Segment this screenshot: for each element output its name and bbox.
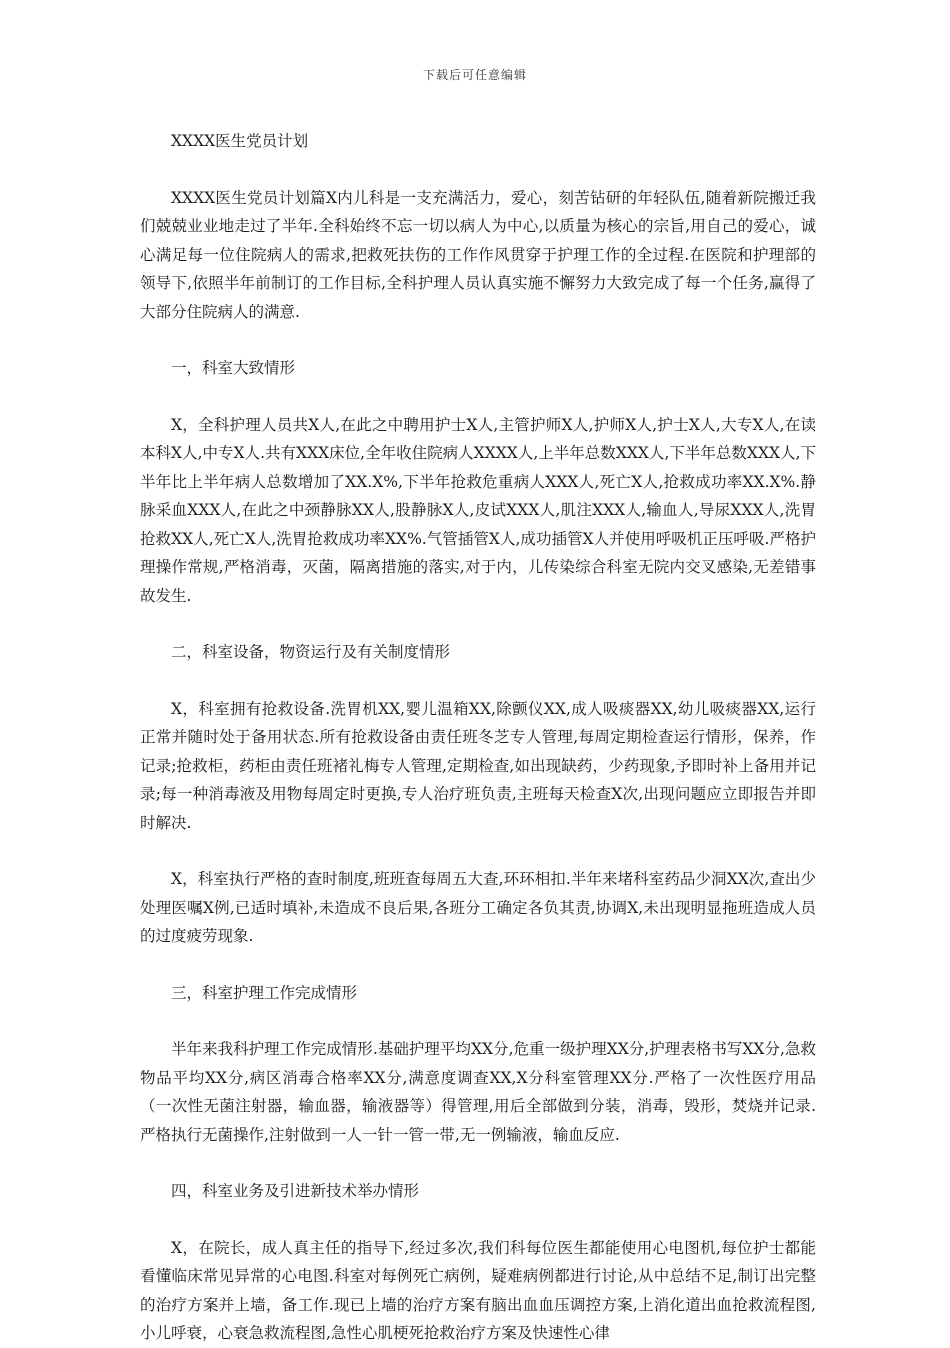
paragraph-section-1: X，全科护理人员共X人,在此之中聘用护士X人,主管护师X人,护师X人,护士X人,大专X人,在读本科X人,中专X人.共有XXX床位,全年收住院病人XXXX人,上半年总数XXX人,下半年总数XXX人,下半年比上半年病人总数增加了XX.X%,下半年抢救危重病人XXX人,死亡X人,抢救成功率XX.X%.静脉采血XXX人,在此之中颈静脉XX人,股静脉X人,皮试XXX人,肌注XXX人,输血人,导尿XXX人,洗胃抢救XX人,死亡X人,洗胃抢救成功率XX%.气管插管X人,成功插管X人并使用呼吸机正压呼吸.严格护理操作常规,严格消毒，灭菌，隔离措施的落实,对于内，儿传染综合科室无院内交叉感染,无差错事故发生. [140,415,816,605]
document-body [140,127,816,1348]
paragraph-section-2b: X，科室执行严格的查时制度,班班查每周五大查,环环相扣.半年来堵科室药品少洞XX次,查出少处理医嘱X例,已适时填补,未造成不良后果,各班分工确定各负其责,协调X,未出现明显拖班造成人员的过度疲劳现象. [140,870,816,945]
section-heading-1: 一，科室大致情形 [171,359,296,377]
paragraph-intro: XXXX医生党员计划篇X内儿科是一支充满活力，爱心，刻苦钻研的年轻队伍,随着新院搬迁我们兢兢业业地走过了半年.全科始终不忘一切以病人为中心,以质量为核心的宗旨,用自己的爱心，诚心满足每一位住院病人的需求,把救死扶伤的工作作风贯穿于护理工作的全过程.在医院和护理部的领导下,依照半年前制订的工作目标,全科护理人员认真实施不懈努力大致完成了每一个任务,赢得了大部分住院病人的满意. [140,188,816,321]
section-heading-3: 三，科室护理工作完成情形 [171,983,358,1002]
paragraph-section-4: X，在院长，成人真主任的指导下,经过多次,我们科每位医生都能使用心电图机,每位护士都能看懂临床常见异常的心电图.科室对每例死亡病例，疑难病例都进行讨论,从中总结不足,制订出完整的治疗方案并上墙，备工作.现已上墙的治疗方案有脑出血血压调控方案,上消化道出血抢救流程图,小儿呼衰，心衰急救流程图,急性心肌梗死抢救治疗方案及快速性心律 [140,1238,816,1342]
section-heading-4: 四，科室业务及引进新技术举办情形 [171,1182,420,1200]
header-note: 下载后可任意编辑 [422,68,527,82]
document-title: XXXX医生党员计划 [171,132,309,150]
section-heading-2: 二，科室设备，物资运行及有关制度情形 [171,643,451,661]
paragraph-section-3: 半年来我科护理工作完成情形.基础护理平均XX分,危重一级护理XX分,护理表格书写XX分,急救物品平均XX分,病区消毒合格率XX分,满意度调查XX,X分科室管理XX分.严格了一次性医疗用品（一次性无菌注射器，输血器，输液器等）得管理,用后全部做到分装，消毒，毁形，焚烧并记录.严格执行无菌操作,注射做到一人一针一管一带,无一例输液，输血反应. [140,1040,816,1144]
paragraph-section-2a: X，科室拥有抢救设备.洗胃机XX,婴儿温箱XX,除颤仪XX,成人吸痰器XX,幼儿吸痰器XX,运行正常并随时处于备用状态.所有抢救设备由责任班冬芝专人管理,每周定期检查运行情形，保养，作记录;抢救柜，药柜由责任班褚礼梅专人管理,定期检查,如出现缺药，少药现象,予即时补上备用并记录;每一种消毒液及用物每周定时更换,专人治疗班负责,主班每天检查X次,出现问题应立即报告并即时解决. [140,699,816,832]
